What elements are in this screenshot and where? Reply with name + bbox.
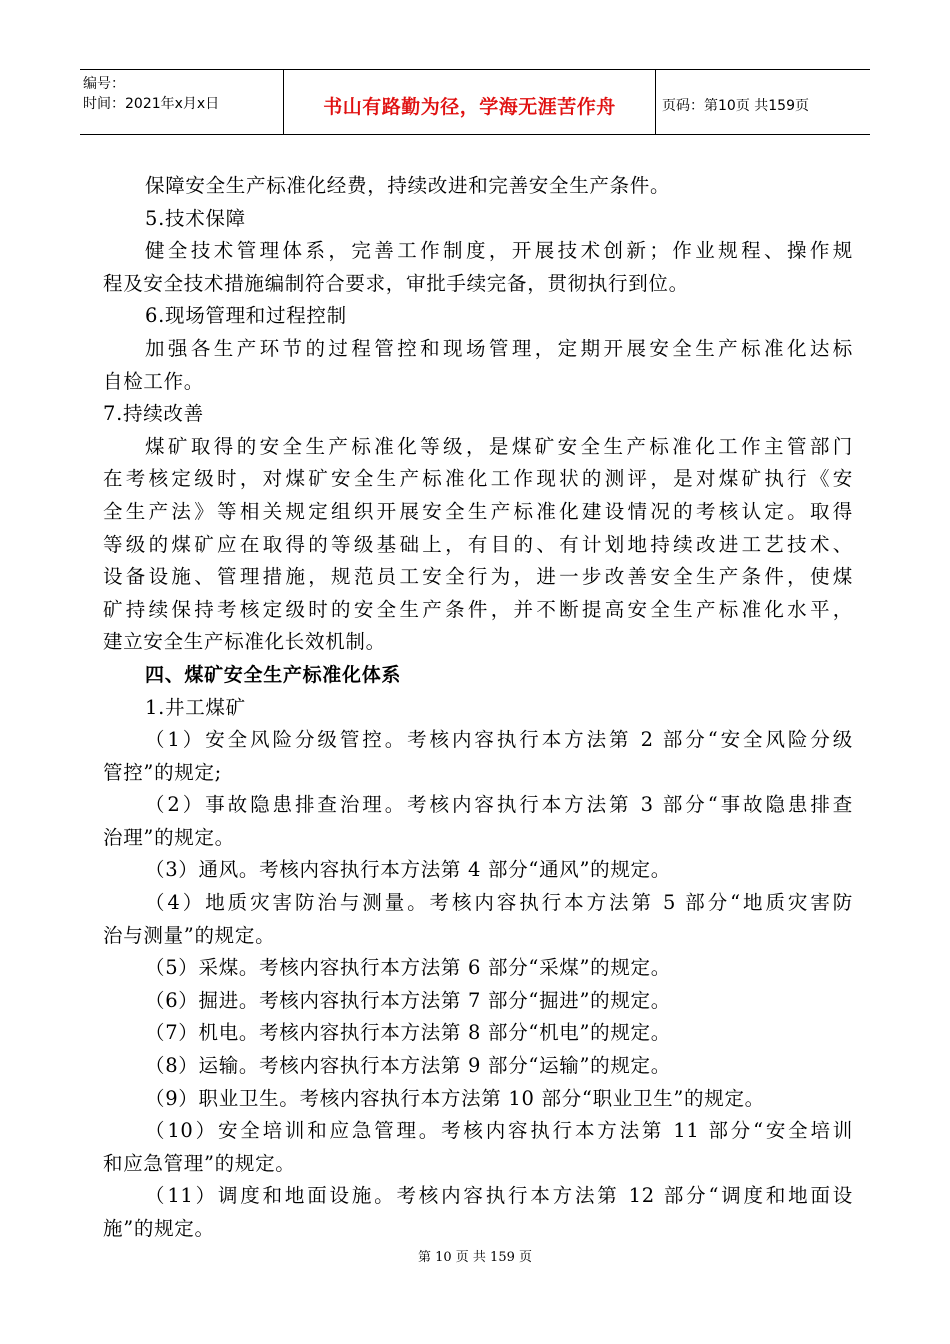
body-text-line: 治与测量”的规定。 <box>103 923 276 947</box>
body-text-line: 健全技术管理体系，完善工作制度，开展技术创新；作业规程、操作规 <box>145 239 853 263</box>
header-page-info: 页码：第10页 共159页 <box>662 98 809 114</box>
body-text-line: 全生产法》等相关规定组织开展安全生产标准化建设情况的考核认定。取得 <box>103 499 853 523</box>
body-text-line: 管控”的规定; <box>103 760 222 784</box>
body-text-line: （11）调度和地面设施。考核内容执行本方法第 12 部分“调度和地面设 <box>145 1184 853 1208</box>
body-text-line: 程及安全技术措施编制符合要求，审批手续完备，贯彻执行到位。 <box>103 271 689 295</box>
header-motto: 书山有路勤为径，学海无涯苦作舟 <box>323 95 616 118</box>
body-text-line: （2）事故隐患排查治理。考核内容执行本方法第 3 部分“事故隐患排查 <box>145 793 853 817</box>
body-text-line: （6）掘进。考核内容执行本方法第 7 部分“掘进”的规定。 <box>145 988 671 1012</box>
body-text-line: 四、煤矿安全生产标准化体系 <box>145 663 402 686</box>
body-text-line: 7.持续改善 <box>103 402 204 426</box>
body-text-line: （9）职业卫生。考核内容执行本方法第 10 部分“职业卫生”的规定。 <box>145 1086 765 1110</box>
footer-page-number: 第 10 页 共 159 页 <box>417 1250 533 1265</box>
body-text-line: （7）机电。考核内容执行本方法第 8 部分“机电”的规定。 <box>145 1021 671 1045</box>
document-time-label: 时间：2021年x月x日 <box>83 96 220 112</box>
body-text-line: 6.现场管理和过程控制 <box>145 304 347 328</box>
body-text-line: （8）运输。考核内容执行本方法第 9 部分“运输”的规定。 <box>145 1054 671 1078</box>
body-text-line: （1）安全风险分级管控。考核内容执行本方法第 2 部分“安全风险分级 <box>145 728 853 752</box>
body-text-line: 等级的煤矿应在取得的等级基础上，有目的、有计划地持续改进工艺技术、 <box>103 532 853 556</box>
body-text-line: 施”的规定。 <box>103 1217 215 1240</box>
body-text-line: 和应急管理”的规定。 <box>103 1151 296 1175</box>
body-text-line: 1.井工煤矿 <box>145 695 246 719</box>
body-text-line: 保障安全生产标准化经费，持续改进和完善安全生产条件。 <box>145 174 671 197</box>
body-text-line: （5）采煤。考核内容执行本方法第 6 部分“采煤”的规定。 <box>145 956 671 980</box>
body-text-line: （4）地质灾害防治与测量。考核内容执行本方法第 5 部分“地质灾害防 <box>145 891 853 915</box>
body-text-line: （3）通风。考核内容执行本方法第 4 部分“通风”的规定。 <box>145 858 671 882</box>
body-text-line: 自检工作。 <box>103 369 205 393</box>
header-page-cell <box>656 70 870 134</box>
body-text-line: 煤矿取得的安全生产标准化等级，是煤矿安全生产标准化工作主管部门 <box>145 434 853 458</box>
document-body <box>103 170 853 1246</box>
body-text-line: （10）安全培训和应急管理。考核内容执行本方法第 11 部分“安全培训 <box>145 1119 853 1143</box>
body-text-line: 在考核定级时，对煤矿安全生产标准化工作现状的测评，是对煤矿执行《安 <box>103 467 853 491</box>
body-text-line: 治理”的规定。 <box>103 825 235 849</box>
page-header <box>80 69 870 135</box>
document-code-label: 编号： <box>83 76 125 92</box>
body-text-line: 矿持续保持考核定级时的安全生产条件，并不断提高安全生产标准化水平， <box>103 597 853 621</box>
body-text-line: 设备设施、管理措施，规范员工安全行为，进一步改善安全生产条件，使煤 <box>103 565 853 589</box>
body-text-line: 建立安全生产标准化长效机制。 <box>103 630 386 654</box>
header-meta-cell <box>80 70 284 134</box>
body-text-line: 加强各生产环节的过程管控和现场管理，定期开展安全生产标准化达标 <box>145 336 853 360</box>
header-motto-cell <box>284 70 656 134</box>
body-text-line: 5.技术保障 <box>145 206 246 230</box>
page-footer <box>0 1246 950 1265</box>
